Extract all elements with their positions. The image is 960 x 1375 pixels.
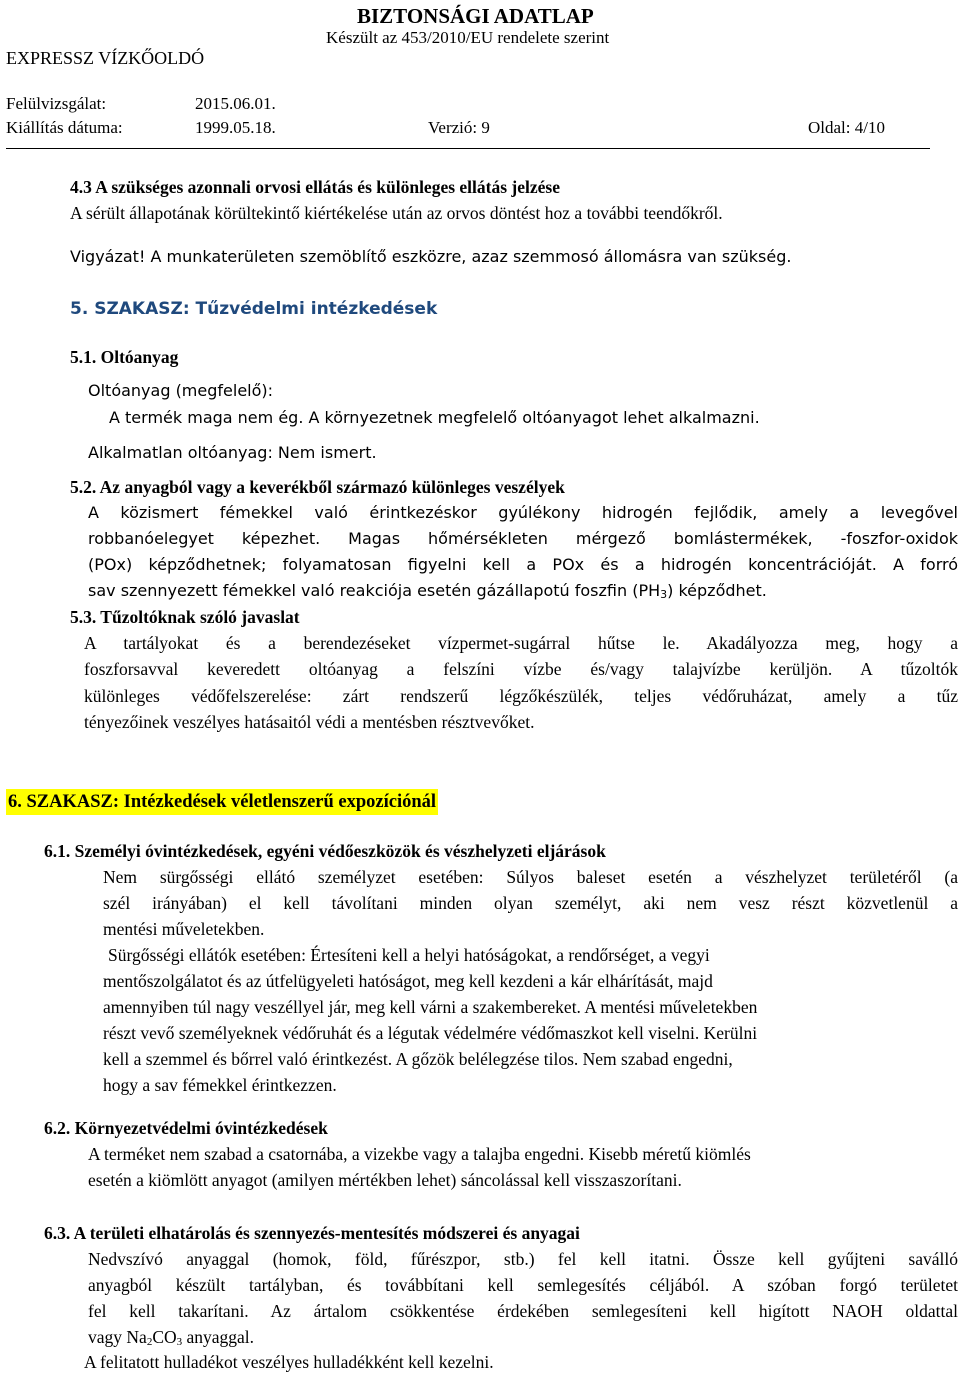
section-5-3-line: A tartályokat és a berendezéseket vízpermet-sugárral hűtse le. Akadályozza meg, hogy a: [84, 633, 958, 653]
section-6-3-line-part: vagy Na: [88, 1327, 147, 1347]
section-5-1-title: 5.1. Oltóanyag: [70, 347, 179, 367]
section-6-3-line-part: anyaggal.: [182, 1327, 255, 1347]
section-5-3-line: foszforsavval keveredett oltóanyag a felszíni vízbe és/vagy talajvízbe kerüljön. A tűzoltók: [84, 659, 958, 679]
section-6-1-line: hogy a sav fémekkel érintkezzen.: [103, 1075, 337, 1095]
section-6-3-line: A felitatott hulladékot veszélyes hulladékként kell kezelni.: [84, 1352, 494, 1372]
section-5-3-title: 5.3. Tűzoltóknak szóló javaslat: [70, 607, 300, 627]
section-5-3-line: különleges védőfelszerelése: zárt rendszerű légzőkészülék, teljes védőruházat, amely a tűz: [84, 686, 958, 706]
unsuitable-media: [88, 440, 377, 466]
section-5-2-line: (POx) képződhetnek; folyamatosan figyelni kell a POx és a hidrogén koncentrációját. A forró: [88, 555, 958, 574]
section-4-3-title: 4.3 A szükséges azonnali orvosi ellátás és különleges ellátás jelzése: [70, 177, 560, 197]
section-6-1-line: szél irányában) el kell távolítani minden olyan személyt, aki nem vesz részt közvetlenül a: [103, 893, 958, 913]
section-6-3-line-part: CO: [152, 1327, 177, 1347]
header-divider: [6, 148, 930, 149]
version: Verzió: 9: [428, 118, 490, 137]
subscript: 3: [660, 588, 668, 601]
section-6-1-line: amennyiben túl nagy veszéllyel jár, meg kell várni a szakembereket. A mentési műveletekben: [103, 997, 758, 1017]
section-6-3-title: 6.3. A területi elhatárolás és szennyezés-mentesítés módszerei és anyagai: [44, 1223, 580, 1243]
section-6-2-line: A terméket nem szabad a csatornába, a vizekbe vagy a talajba engedni. Kisebb méretű kiömlés: [88, 1144, 751, 1164]
section-4-3-line: A sérült állapotának körültekintő kiértékelése után az orvos döntést hoz a további teendőkről.: [70, 203, 723, 223]
section-5-2-line-part: ) képződhet.: [667, 581, 767, 600]
section-6-1-line: mentőszolgálatot és az útfelügyeleti hatóságot, meg kell kezdeni a kár elhárítását, majd: [103, 971, 713, 991]
issue-label: Kiállítás dátuma:: [6, 118, 123, 137]
section-6-1-line: mentési műveletekben.: [103, 919, 265, 939]
section-6-1-line: Sürgősségi ellátók esetében: Értesíteni kell a helyi hatóságokat, a rendőrséget, a vegyi: [108, 945, 710, 965]
section-6-1-title: 6.1. Személyi óvintézkedések, egyéni védőeszközök és vészhelyzeti eljárások: [44, 841, 606, 861]
section-5-3-line: tényezőinek veszélyes hatásaitól védi a mentésben résztvevőket.: [84, 712, 535, 732]
section-5-title: 5. SZAKASZ: Tűzvédelmi intézkedések: [70, 299, 438, 319]
company-name: EXPRESSZ VÍZKŐOLDÓ: [6, 48, 205, 68]
section-5-2-line-part: sav szennyezett fémekkel való reakciója esetén gázállapotú foszfin (PH: [88, 581, 661, 600]
section-6-3-line: Nedvszívó anyaggal (homok, föld, fűrészpor, stb.) fel kell itatni. Össze kell gyűjteni saválló: [88, 1249, 958, 1269]
review-label: Felülvizsgálat:: [6, 94, 107, 113]
section-6-2-line: esetén a kiömlött anyagot (amilyen mértékben lehet) sáncolással kell visszaszorítani.: [88, 1170, 682, 1190]
regulation-note: Készült az 453/2010/EU rendelete szerint: [326, 28, 610, 47]
unsuitable-media-value: Nem ismert.: [277, 443, 377, 462]
section-4-3-warning: Vigyázat! A munkaterületen szemöblítő eszközre, azaz szemmosó állomásra van szükség.: [70, 247, 792, 266]
subscript: 3: [176, 1336, 183, 1348]
page-number: Oldal: 4/10: [808, 118, 885, 137]
section-5-2-title: 5.2. Az anyagból vagy a keverékből származó különleges veszélyek: [70, 477, 565, 497]
section-6-1-line: kell a szemmel és bőrrel való érintkezést. A gőzök belélegzése tilos. Nem szabad engedni,: [103, 1049, 733, 1069]
subscript: 2: [146, 1336, 153, 1348]
review-date: 2015.06.01.: [195, 94, 276, 113]
section-6-2-title: 6.2. Környezetvédelmi óvintézkedések: [44, 1118, 328, 1138]
suitable-media-text: A termék maga nem ég. A környezetnek megfelelő oltóanyagot lehet alkalmazni.: [109, 408, 760, 427]
section-5-2-line: robbanóelegyet képezhet. Magas hőmérsékleten mérgező bomlástermékek, -foszfor-oxidok: [88, 529, 958, 548]
section-5-2-line: A közismert fémekkel való érintkezéskor gyúlékony hidrogén fejlődik, amely a levegővel: [88, 503, 958, 522]
section-6-1-line: Nem sürgősségi ellátó személyzet esetében: Súlyos baleset esetén a vészhelyzet területéről (a: [103, 867, 958, 887]
section-6-1-line: részt vevő személyeknek védőruhát és a légutak védelmére védőmaszkot kell viselni. Kerülni: [103, 1023, 758, 1043]
section-6-3-line: anyagból készült tartályban, és továbbítani kell semlegesítés céljából. A szóban forgó területet: [88, 1275, 958, 1295]
section-6-title: 6. SZAKASZ: Intézkedések véletlenszerű expozíciónál: [6, 789, 438, 815]
suitable-media-label: Oltóanyag (megfelelő):: [88, 381, 274, 400]
section-6-3-line: fel kell takarítani. Az ártalom csökkentése érdekében semlegesíteni kell higított NAOH oldattal: [88, 1301, 958, 1321]
issue-date: 1999.05.18.: [195, 118, 276, 137]
unsuitable-media-label: Alkalmatlan oltóanyag:: [88, 443, 273, 462]
document-title: BIZTONSÁGI ADATLAP: [357, 4, 594, 28]
